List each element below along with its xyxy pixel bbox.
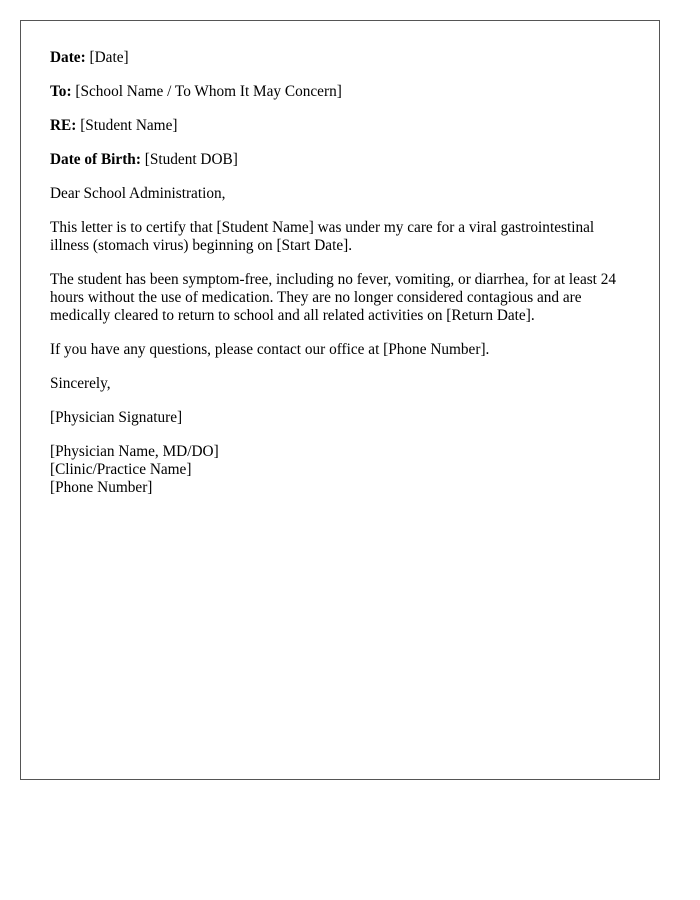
sign-off: Sincerely, [50, 375, 111, 392]
re-label: RE: [50, 117, 77, 134]
clearance-paragraph: The student has been symptom-free, including no fever, vomiting, or diarrhea, for at least 24 hours without the use of medication. They are no longer considered contagious and are medically cleared to return to school and all related activities on [Return Date]. [50, 271, 617, 324]
re-line [50, 117, 635, 135]
dob-label: Date of Birth: [50, 151, 141, 168]
certification-paragraph: This letter is to certify that [Student Name] was under my care for a viral gastrointestinal illness (stomach virus) beginning on [Start Date]. [50, 219, 595, 254]
clinic-phone: [Phone Number] [50, 479, 153, 496]
contact-paragraph: If you have any questions, please contact our office at [Phone Number]. [50, 341, 490, 358]
salutation: Dear School Administration, [50, 185, 226, 202]
to-value: [School Name / To Whom It May Concern] [75, 83, 342, 100]
date-line [50, 49, 635, 67]
re-value: [Student Name] [80, 117, 178, 134]
to-label: To: [50, 83, 72, 100]
clinic-name: [Clinic/Practice Name] [50, 461, 192, 478]
letter-body [50, 49, 635, 513]
dob-value: [Student DOB] [144, 151, 238, 168]
signature-block [50, 443, 635, 497]
physician-signature: [Physician Signature] [50, 409, 183, 426]
to-line [50, 83, 635, 101]
letter-frame [20, 20, 660, 780]
dob-line [50, 151, 635, 169]
physician-name: [Physician Name, MD/DO] [50, 443, 219, 460]
date-value: [Date] [89, 49, 129, 66]
date-label: Date: [50, 49, 86, 66]
